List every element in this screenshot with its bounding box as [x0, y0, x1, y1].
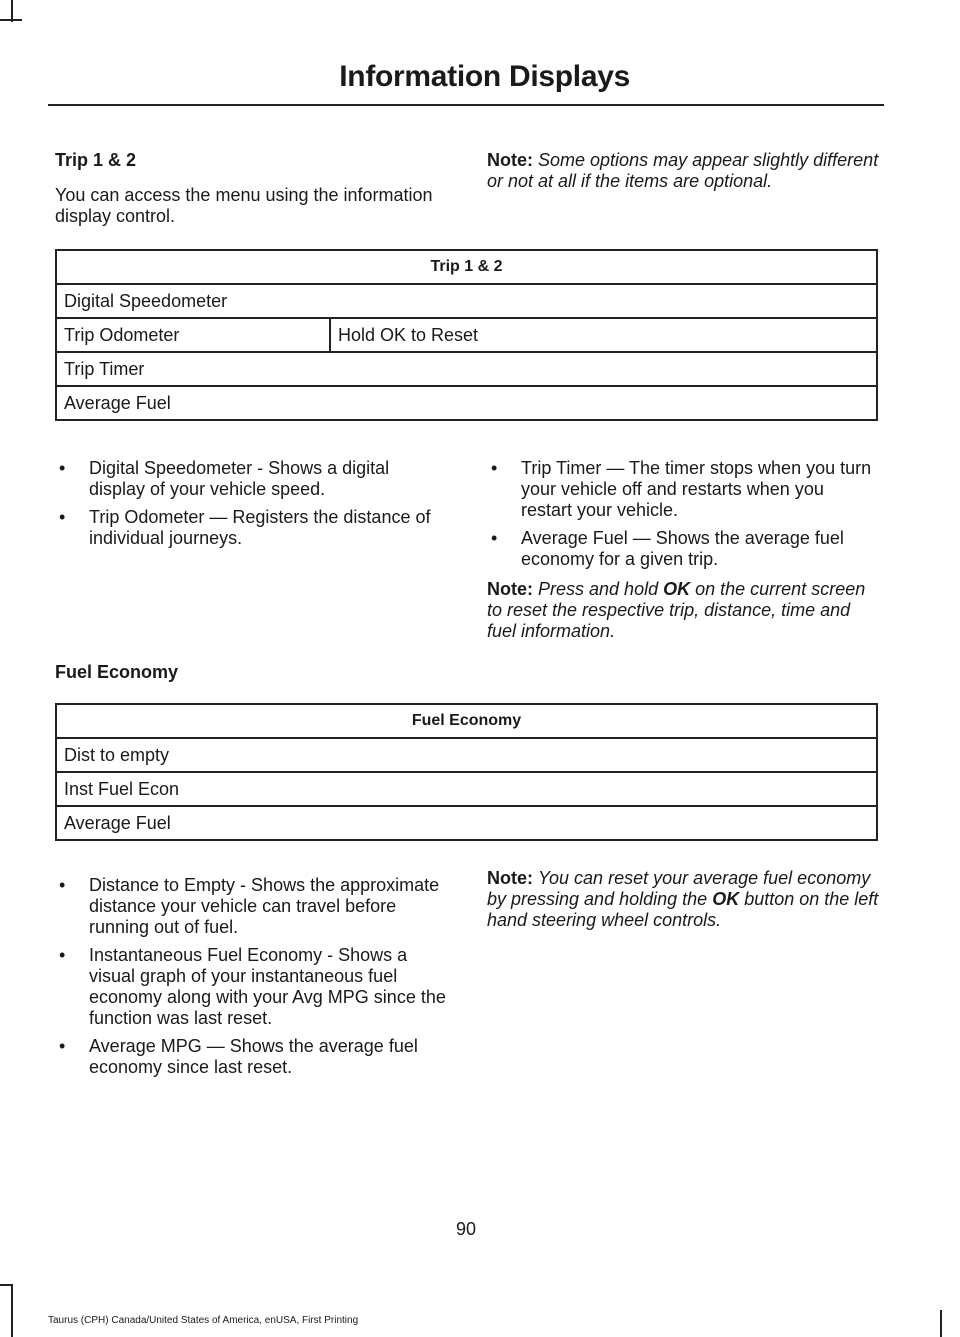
- fuel-note-block: [487, 868, 879, 931]
- header-divider: [48, 104, 884, 106]
- list-item: • Average Fuel — Shows the average fuel economy for a given trip.: [491, 528, 844, 569]
- list-item: • Average MPG — Shows the average fuel economy since last reset.: [59, 1036, 418, 1077]
- trip-note-block: [487, 150, 879, 192]
- footer-text: Taurus (CPH) Canada/United States of America, enUSA, First Printing: [48, 1315, 359, 1326]
- list-item: • Trip Odometer — Registers the distance of individual journeys.: [59, 507, 431, 548]
- table-row: Average Fuel: [56, 386, 877, 420]
- table-row: Average Fuel: [56, 806, 877, 840]
- list-item: • Distance to Empty - Shows the approximate distance your vehicle can travel before running out of fuel.: [59, 875, 440, 937]
- crop-mark: [0, 1284, 13, 1286]
- fuel-bullets: [55, 875, 447, 1085]
- table-row: Trip Timer: [56, 352, 877, 386]
- fuel-table: [55, 703, 878, 841]
- trip-reset-note: Note: Press and hold OK on the current screen to reset the respective trip, distance, time and fuel information.: [487, 579, 866, 641]
- trip-note: [487, 150, 879, 192]
- table-row: Hold OK to Reset: [330, 318, 877, 352]
- table-row: Inst Fuel Econ: [56, 772, 877, 806]
- table-row: Trip Odometer: [56, 318, 330, 352]
- crop-mark: [0, 19, 22, 21]
- note-label: Note:: [487, 150, 533, 170]
- list-item: • Digital Speedometer - Shows a digital display of your vehicle speed.: [59, 458, 390, 499]
- trip-heading: Trip 1 & 2: [55, 150, 137, 170]
- fuel-table-header: Fuel Economy: [56, 704, 877, 738]
- trip-intro-text: You can access the menu using the information display control.: [55, 185, 433, 226]
- trip-table: [55, 249, 878, 421]
- list-item: • Instantaneous Fuel Economy - Shows a visual graph of your instantaneous fuel economy along with your Avg MPG since the function was last reset.: [59, 945, 446, 1028]
- trip-bullets-right: [487, 458, 879, 642]
- note-text: Some options may appear slightly different or not at all if the items are optional.: [487, 150, 879, 191]
- table-row: Dist to empty: [56, 738, 877, 772]
- list-item: • Trip Timer — The timer stops when you turn your vehicle off and restarts when you restart your vehicle.: [491, 458, 872, 520]
- crop-mark: [940, 1310, 942, 1337]
- page-title: Information Displays: [339, 60, 630, 93]
- trip-table-header: Trip 1 & 2: [56, 250, 877, 284]
- page-number: 90: [455, 1219, 477, 1239]
- trip-bullets-left: [55, 458, 447, 556]
- fuel-reset-note: Note: You can reset your average fuel economy by pressing and holding the OK button on the left hand steering wheel controls.: [487, 868, 879, 930]
- table-row: Digital Speedometer: [56, 284, 877, 318]
- trip-intro-block: [55, 150, 447, 227]
- crop-mark: [11, 1284, 13, 1337]
- fuel-heading: Fuel Economy: [55, 662, 179, 682]
- fuel-heading-block: [55, 662, 447, 683]
